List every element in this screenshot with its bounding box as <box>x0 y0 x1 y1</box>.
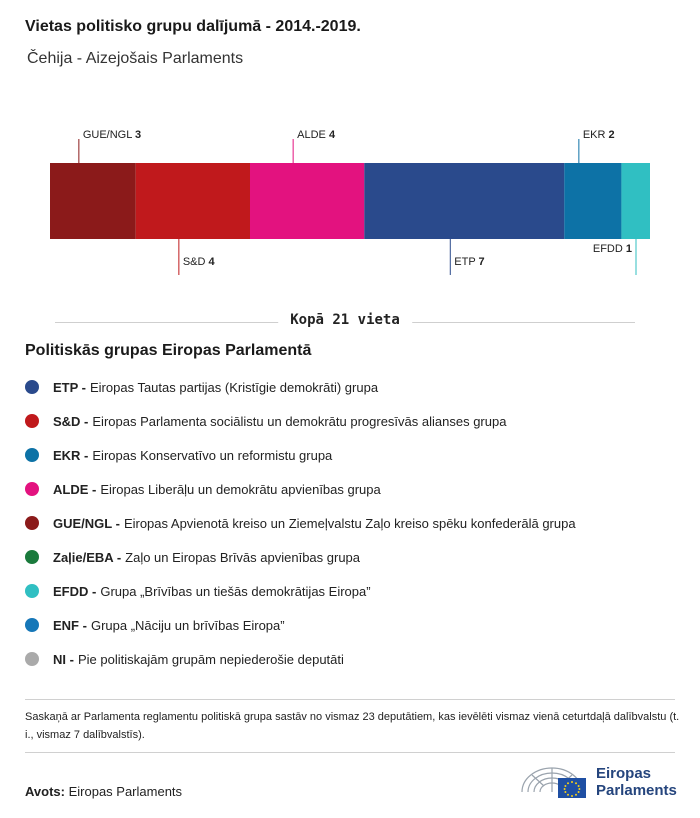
bar-segment-gue-ngl <box>50 163 136 239</box>
legend-abbr: NI - <box>53 651 74 667</box>
legend-text: Eiropas Apvienotā kreiso un Ziemeļvalstu Zaļo kreiso spēku konfederālā grupa <box>123 515 576 531</box>
legend-text: Pie politiskajām grupām nepiederošie deputāti <box>77 651 344 667</box>
legend-dot-icon <box>25 584 39 598</box>
legend-dot-icon <box>25 380 39 394</box>
bar-segment-ekr <box>564 163 621 239</box>
legend-dot-icon <box>25 482 39 496</box>
data-label-s-d: S&D 4 <box>182 256 215 268</box>
divider-top <box>25 699 675 700</box>
legend-abbr: ALDE - <box>53 481 97 497</box>
legend-item <box>25 370 675 404</box>
legend-abbr: Zaļie/EBA - <box>53 549 122 565</box>
legend-item <box>25 574 675 608</box>
legend <box>25 370 675 676</box>
legend-title: Politiskās grupas Eiropas Parlamentā <box>25 342 312 359</box>
legend-text: Zaļo un Eiropas Brīvās apvienības grupa <box>125 549 361 565</box>
legend-text: Eiropas Parlamenta sociālistu un demokrātu progresīvās alianses grupa <box>92 413 507 429</box>
legend-abbr: EFDD - <box>53 583 97 599</box>
bar-segment-etp <box>364 163 564 239</box>
logo-line-1: Eiropas <box>596 765 652 782</box>
chart-title: Vietas politisko grupu dalījumā - 2014.-2019. <box>25 18 361 35</box>
legend-text: Eiropas Konservatīvo un reformistu grupa <box>92 447 333 463</box>
data-label-ekr: EKR 2 <box>582 129 615 141</box>
legend-item <box>25 404 675 438</box>
hemicycle-flag-icon <box>520 762 590 802</box>
data-label-etp: ETP 7 <box>454 256 485 268</box>
legend-dot-icon <box>25 652 39 666</box>
logo-text <box>596 765 677 799</box>
legend-text: Eiropas Tautas partijas (Kristīgie demokrāti) grupa <box>90 379 379 395</box>
legend-text: Grupa „Nāciju un brīvības Eiropa” <box>90 617 285 633</box>
bar-segment-alde <box>250 163 364 239</box>
legend-abbr: S&D - <box>53 413 89 429</box>
legend-item <box>25 472 675 506</box>
data-label-gue-ngl: GUE/NGL 3 <box>82 129 142 141</box>
legend-item <box>25 438 675 472</box>
footnote: Saskaņā ar Parlamenta reglamentu politiskā grupa sastāv no vismaz 23 deputātiem, kas ievēlēti vismaz vienā ceturtdaļā dalībvalstu (t. i., vismaz 7 dalībvalstīs). <box>25 711 680 741</box>
source-label: Avots: <box>25 784 65 799</box>
data-label-efdd: EFDD 1 <box>592 243 632 255</box>
legend-dot-icon <box>25 618 39 632</box>
total-label: Kopā 21 vieta <box>278 312 412 328</box>
legend-item <box>25 642 675 676</box>
legend-dot-icon <box>25 550 39 564</box>
stacked-bar-chart <box>0 120 700 290</box>
legend-item <box>25 506 675 540</box>
bar-segment-s-d <box>136 163 250 239</box>
logo-line-2: Parlaments <box>596 782 677 799</box>
source <box>25 784 182 799</box>
legend-dot-icon <box>25 414 39 428</box>
legend-abbr: ETP - <box>53 379 86 395</box>
ep-logo <box>520 762 680 802</box>
divider-bottom <box>25 752 675 753</box>
data-label-alde: ALDE 4 <box>297 129 336 141</box>
chart-subtitle: Čehija - Aizejošais Parlaments <box>27 50 244 67</box>
source-value: Eiropas Parlaments <box>68 784 183 799</box>
legend-abbr: EKR - <box>53 447 89 463</box>
legend-abbr: ENF - <box>53 617 87 633</box>
legend-dot-icon <box>25 448 39 462</box>
legend-dot-icon <box>25 516 39 530</box>
legend-text: Eiropas Liberāļu un demokrātu apvienības grupa <box>100 481 381 497</box>
bar-segment-efdd <box>621 163 650 239</box>
legend-text: Grupa „Brīvības un tiešās demokrātijas Eiropa” <box>100 583 371 599</box>
legend-item <box>25 608 675 642</box>
legend-abbr: GUE/NGL - <box>53 515 120 531</box>
total-seats <box>55 312 635 332</box>
legend-item <box>25 540 675 574</box>
